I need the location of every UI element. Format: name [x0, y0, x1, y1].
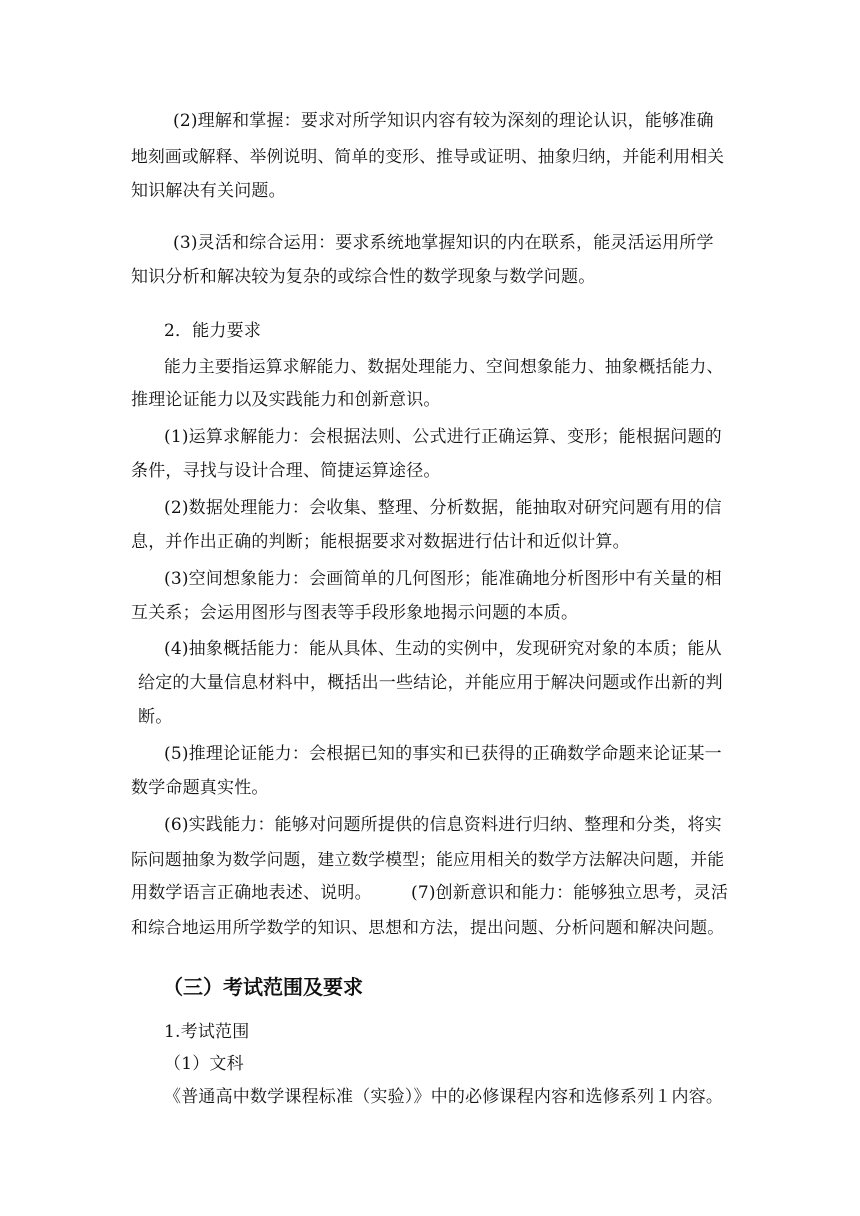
ability-6-line-1: (6)实践能力：能够对问题所提供的信息资料进行归纳、整理和分类，将实 [164, 815, 722, 835]
paragraph-understand-line-2: 地刻画或解释、举例说明、简单的变形、推导或证明、抽象归纳，并能利用相关 [131, 146, 725, 166]
ability-6-line-2: 际问题抽象为数学问题，建立数学模型；能应用相关的数学方法解决问题，并能 [131, 849, 725, 869]
ability-intro-line-2: 推理论证能力以及实践能力和创新意识。 [131, 390, 441, 410]
ability-5-line-2: 数学命题真实性。 [131, 778, 269, 798]
ability-intro-line-1: 能力主要指运算求解能力、数据处理能力、空间想象能力、抽象概括能力、 [164, 356, 724, 376]
paragraph-flexible-line-2: 知识分析和解决较为复杂的或综合性的数学现象与数学问题。 [131, 267, 596, 287]
ability-7-line-1: (7)创新意识和能力：能够独立思考，灵活 [411, 883, 729, 903]
liberal-arts-label: （1）文科 [164, 1054, 244, 1074]
ability-3-line-2: 互关系；会运用图形与图表等手段形象地揭示问题的本质。 [131, 603, 579, 623]
ability-4-line-3: 断。 [138, 707, 173, 727]
paragraph-understand-line-1: (2)理解和掌握：要求对所学知识内容有较为深刻的理论认识，能够准确 [173, 111, 714, 131]
ability-5-line-1: (5)推理论证能力：会根据已知的事实和已获得的正确数学命题来论证某一 [164, 744, 722, 764]
ability-heading: 2．能力要求 [164, 321, 262, 341]
ability-3-line-1: (3)空间想象能力：会画简单的几何图形；能准确地分析图形中有关量的相 [164, 569, 722, 589]
section-3-heading: （三）考试范围及要求 [163, 975, 363, 999]
ability-7-line-2: 和综合地运用所学数学的知识、思想和方法，提出问题、分析问题和解决问题。 [131, 917, 725, 937]
ability-1-line-1: (1)运算求解能力：会根据法则、公式进行正确运算、变形；能根据问题的 [164, 427, 722, 447]
ability-6-line-3: 用数学语言正确地表述、说明。 [131, 883, 372, 903]
paragraph-flexible-line-1: (3)灵活和综合运用：要求系统地掌握知识的内在联系，能灵活运用所学 [173, 233, 714, 253]
ability-4-line-2: 给定的大量信息材料中，概括出一些结论，并能应用于解决问题或作出新的判 [138, 673, 723, 693]
ability-2-line-1: (2)数据处理能力：会收集、整理、分析数据，能抽取对研究问题有用的信 [164, 498, 722, 518]
exam-scope-label: 1.考试范围 [164, 1022, 250, 1042]
ability-4-line-1: (4)抽象概括能力：能从具体、生动的实例中，发现研究对象的本质；能从 [164, 639, 722, 659]
ability-2-line-2: 息，并作出正确的判断；能根据要求对数据进行估计和近似计算。 [131, 532, 630, 552]
ability-1-line-2: 条件，寻找与设计合理、简捷运算途径。 [131, 461, 441, 481]
scope-content-line: 《普通高中数学课程标准（实验）》中的必修课程内容和选修系列１内容。 [164, 1087, 724, 1107]
paragraph-understand-line-3: 知识解决有关问题。 [131, 181, 286, 201]
